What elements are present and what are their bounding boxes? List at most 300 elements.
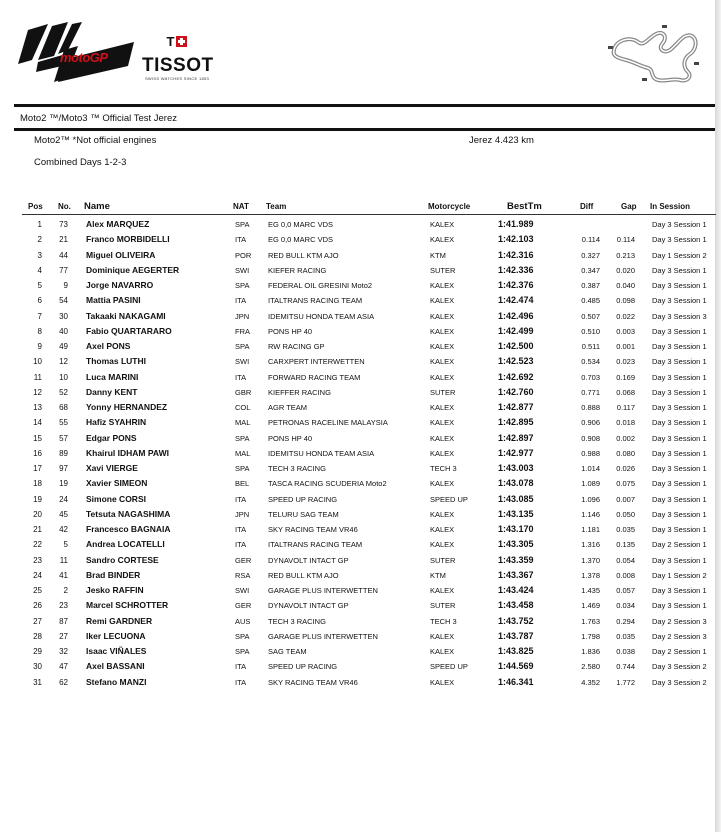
cell-session: Day 3 Session 1 [652,509,707,519]
cell-nat: ITA [235,235,247,245]
cell-no: 44 [59,250,68,260]
cell-gap: 0.068 [616,387,635,397]
table-row [0,339,715,354]
cell-name: Fabio QUARTARARO [86,325,172,336]
cell-team: IDEMITSU HONDA TEAM ASIA [268,311,375,321]
cell-team: FEDERAL OIL GRESINI Moto2 [268,281,373,290]
tissot-tagline: SWISS WATCHES SINCE 1853 [144,76,210,81]
cell-team: SAG TEAM [268,647,307,656]
cell-moto: KALEX [430,479,455,489]
cell-diff: 1.014 [581,464,600,473]
cell-nat: ITA [235,296,247,306]
cell-nat: ITA [235,540,247,550]
cell-session: Day 3 Session 1 [652,220,707,229]
cell-nat: BEL [235,479,250,489]
cell-pos: 18 [33,479,42,489]
cell-pos: 25 [33,586,42,595]
cell-best: 1:42.760 [498,386,534,397]
cell-team: FORWARD RACING TEAM [268,372,361,382]
cell-nat: GBR [235,387,252,397]
cell-moto: KALEX [430,647,455,656]
cell-moto: KALEX [430,433,455,443]
cell-no: 77 [59,265,68,275]
cell-team: EG 0,0 MARC VDS [268,220,334,229]
cell-moto: KALEX [430,677,455,687]
cell-best: 1:42.496 [498,310,534,321]
cell-pos: 5 [37,281,42,290]
table-row [0,598,715,613]
cell-pos: 20 [33,509,42,519]
cell-gap: 0.020 [616,265,635,275]
cell-diff: 0.906 [581,418,600,428]
cell-best: 1:42.877 [498,402,534,412]
cell-moto: KALEX [430,357,455,367]
cell-team: RED BULL KTM AJO [268,570,339,580]
cell-name: Franco MORBIDELLI [86,234,170,245]
cell-pos: 15 [33,433,42,443]
cell-pos: 3 [37,250,42,260]
cell-session: Day 3 Session 3 [652,311,707,321]
cell-best: 1:43.825 [498,646,534,656]
cell-moto: KALEX [430,418,455,428]
table-row [0,492,715,507]
circuit-length: Jerez 4.423 km [469,135,534,146]
cell-moto: KTM [430,570,446,580]
cell-name: Iker LECUONA [86,630,146,641]
cell-nat: SWI [235,357,250,367]
cell-diff: 1.096 [581,494,600,504]
cell-team: KIEFFER RACING [268,387,331,397]
col-best: BestTm [507,201,542,212]
cell-best: 1:43.170 [498,524,534,534]
table-row [0,583,715,598]
motogp-wordmark: motoGP [60,50,108,65]
col-pos: Pos [28,202,43,211]
cell-gap: 0.035 [616,631,635,641]
tissot-t-mark: T [166,34,175,49]
cell-pos: 13 [33,403,42,412]
cell-no: 55 [59,418,68,428]
cell-session: Day 3 Session 1 [652,418,707,428]
cell-best: 1:43.003 [498,463,534,473]
cell-diff: 0.511 [581,342,600,351]
cell-team: DYNAVOLT INTACT GP [268,555,349,565]
track-map-icon [604,22,702,88]
cell-gap: 0.022 [616,311,635,321]
cell-session: Day 2 Session 3 [652,616,707,626]
cell-moto: KALEX [430,525,455,534]
cell-moto: KALEX [430,296,455,306]
table-row [0,644,715,659]
cell-nat: POR [235,250,252,260]
cell-pos: 10 [33,357,42,367]
cell-diff: 0.534 [581,357,600,367]
cell-session: Day 3 Session 1 [652,525,707,534]
cell-nat: AUS [235,616,251,626]
cell-pos: 30 [33,662,42,672]
cell-name: Mattia PASINI [86,295,141,306]
cell-pos: 27 [33,616,42,626]
cell-name: Francesco BAGNAIA [86,524,171,534]
cell-name: Axel BASSANI [86,661,145,672]
cell-pos: 19 [33,494,42,504]
column-header-rule [22,214,716,215]
cell-moto: KALEX [430,372,455,382]
cell-gap: 0.213 [616,250,635,260]
cell-moto: KALEX [430,326,455,336]
cell-session: Day 1 Session 2 [652,570,707,580]
cell-no: 57 [59,433,68,443]
cell-no: 10 [59,372,68,382]
cell-best: 1:46.341 [498,676,534,687]
cell-diff: 0.347 [581,265,600,275]
cell-best: 1:42.897 [498,432,534,443]
cell-gap: 0.050 [616,509,635,519]
cell-name: Luca MARINI [86,371,139,382]
cell-diff: 0.485 [581,296,600,306]
cell-diff: 1.316 [581,540,600,550]
cell-name: Stefano MANZI [86,676,147,687]
tissot-name: TISSOT [142,55,214,76]
cell-no: 73 [59,220,68,229]
cell-nat: MAL [235,418,251,428]
cell-best: 1:42.500 [498,341,534,351]
cell-nat: ITA [235,525,247,534]
header-rule-top [14,104,715,107]
cell-gap: 0.034 [616,601,635,611]
cell-moto: KALEX [430,586,455,595]
cell-gap: 0.135 [616,540,635,550]
cell-moto: SPEED UP [430,662,468,672]
col-nat: NAT [233,202,249,211]
cell-team: KIEFER RACING [268,265,327,275]
cell-diff: 1.435 [581,586,600,595]
cell-no: 2 [63,586,68,595]
cell-gap: 1.772 [616,677,635,687]
cell-moto: SUTER [430,555,456,565]
cell-session: Day 1 Session 2 [652,250,707,260]
col-diff: Diff [580,202,594,211]
cell-nat: SPA [235,464,250,473]
cell-pos: 6 [37,296,42,306]
cell-name: Remi GARDNER [86,615,153,626]
cell-name: Takaaki NAKAGAMI [86,310,166,321]
cell-no: 12 [59,357,68,367]
cell-nat: JPN [235,311,250,321]
cell-moto: KALEX [430,342,455,351]
page-edge [715,0,721,832]
table-row [0,370,715,385]
cell-gap: 0.023 [616,357,635,367]
swiss-cross-icon [176,36,187,47]
cell-nat: MAL [235,448,251,458]
cell-team: TASCA RACING SCUDERIA Moto2 [268,479,387,489]
cell-best: 1:44.569 [498,661,534,672]
cell-nat: ITA [235,677,247,687]
cell-team: PETRONAS RACELINE MALAYSIA [268,418,388,428]
cell-gap: 0.294 [616,616,635,626]
cell-diff: 0.703 [581,372,600,382]
cell-best: 1:42.103 [498,234,534,245]
cell-best: 1:43.367 [498,569,534,580]
cell-session: Day 3 Session 1 [652,265,707,275]
cell-team: IDEMITSU HONDA TEAM ASIA [268,448,375,458]
cell-session: Day 3 Session 1 [652,494,707,504]
cell-nat: SPA [235,220,250,229]
cell-diff: 1.181 [581,525,600,534]
col-no: No. [58,202,71,211]
cell-session: Day 3 Session 2 [652,677,707,687]
cell-moto: KALEX [430,403,455,412]
table-row [0,537,715,552]
cell-diff: 0.988 [581,448,600,458]
cell-best: 1:41.989 [498,219,534,229]
cell-no: 45 [59,509,68,519]
cell-session: Day 3 Session 1 [652,326,707,336]
cell-session: Day 3 Session 1 [652,403,707,412]
cell-moto: KALEX [430,235,455,245]
table-row [0,446,715,461]
cell-team: TECH 3 RACING [268,464,326,473]
cell-name: Andrea LOCATELLI [86,539,165,550]
cell-session: Day 3 Session 1 [652,357,707,367]
cell-name: Sandro CORTESE [86,554,159,565]
cell-diff: 0.507 [581,311,600,321]
cell-best: 1:42.336 [498,264,534,275]
cell-diff: 0.888 [581,403,600,412]
cell-no: 19 [59,479,68,489]
cell-pos: 26 [33,601,42,611]
cell-team: TELURU SAG TEAM [268,509,339,519]
cell-pos: 7 [37,311,42,321]
cell-nat: SPA [235,631,250,641]
table-row [0,278,715,293]
cell-team: EG 0,0 MARC VDS [268,235,334,245]
cell-moto: TECH 3 [430,616,457,626]
cell-nat: ITA [235,372,247,382]
table-row [0,309,715,324]
cell-gap: 0.035 [616,525,635,534]
cell-no: 9 [63,281,68,290]
cell-pos: 29 [33,647,42,656]
cell-best: 1:43.305 [498,539,534,550]
cell-team: SPEED UP RACING [268,662,338,672]
cell-team: GARAGE PLUS INTERWETTEN [268,586,378,595]
cell-best: 1:43.752 [498,615,534,626]
cell-name: Alex MARQUEZ [86,219,150,229]
cell-diff: 0.908 [581,433,600,443]
cell-moto: KALEX [430,311,455,321]
cell-nat: ITA [235,494,247,504]
table-row [0,659,715,674]
cell-nat: GER [235,601,252,611]
cell-gap: 0.098 [616,296,635,306]
col-team: Team [266,202,287,211]
table-row [0,614,715,629]
cell-name: Hafiz SYAHRIN [86,417,147,428]
class-note: Moto2™ *Not official engines [34,135,157,146]
cell-gap: 0.744 [616,662,635,672]
cell-gap: 0.169 [616,372,635,382]
cell-name: Edgar PONS [86,432,137,443]
cell-diff: 0.327 [581,250,600,260]
header-rule-bottom [14,128,715,131]
cell-no: 21 [59,235,68,245]
cell-pos: 23 [33,555,42,565]
cell-no: 41 [59,570,68,580]
cell-nat: COL [235,403,251,412]
cell-session: Day 3 Session 1 [652,372,707,382]
cell-no: 42 [59,525,68,534]
cell-pos: 16 [33,448,42,458]
cell-pos: 17 [33,464,42,473]
cell-moto: KALEX [430,448,455,458]
cell-moto: KTM [430,250,446,260]
cell-name: Danny KENT [86,386,138,397]
cell-nat: SWI [235,265,250,275]
cell-name: Isaac VIÑALES [86,646,147,656]
cell-no: 23 [59,601,68,611]
cell-session: Day 3 Session 1 [652,281,707,290]
cell-best: 1:42.474 [498,295,534,306]
cell-team: PONS HP 40 [268,326,313,336]
cell-team: AGR TEAM [268,403,308,412]
cell-best: 1:42.499 [498,325,534,336]
cell-moto: KALEX [430,509,455,519]
cell-name: Jesko RAFFIN [86,585,144,595]
cell-pos: 21 [33,525,42,534]
cell-no: 52 [59,387,68,397]
cell-team: TECH 3 RACING [268,616,326,626]
cell-name: Xavi VIERGE [86,463,138,473]
col-motorcycle: Motorcycle [428,202,471,211]
table-row [0,324,715,339]
table-row [0,522,715,537]
cell-gap: 0.057 [616,586,635,595]
cell-pos: 28 [33,631,42,641]
cell-team: SKY RACING TEAM VR46 [268,677,358,687]
cell-no: 5 [63,540,68,550]
cell-nat: ITA [235,662,247,672]
cell-pos: 11 [33,372,42,382]
table-row [0,385,715,400]
table-row [0,553,715,568]
cell-moto: KALEX [430,220,455,229]
cell-pos: 22 [33,540,42,550]
table-row [0,217,715,232]
cell-name: Tetsuta NAGASHIMA [86,508,171,519]
cell-gap: 0.080 [616,448,635,458]
col-session: In Session [650,202,691,211]
cell-nat: SWI [235,586,250,595]
cell-session: Day 3 Session 1 [652,601,707,611]
cell-name: Thomas LUTHI [86,356,146,367]
cell-name: Marcel SCHROTTER [86,600,169,611]
table-row [0,675,715,690]
cell-best: 1:42.316 [498,249,534,260]
cell-session: Day 3 Session 1 [652,342,707,351]
cell-moto: KALEX [430,631,455,641]
cell-diff: 1.836 [581,647,600,656]
cell-diff: 0.771 [581,387,600,397]
cell-gap: 0.007 [616,494,635,504]
cell-name: Axel PONS [86,341,131,351]
cell-moto: KALEX [430,540,455,550]
cell-best: 1:43.787 [498,630,534,641]
cell-best: 1:43.135 [498,508,534,519]
cell-pos: 31 [33,677,42,687]
table-row [0,248,715,263]
cell-diff: 4.352 [581,677,600,687]
cell-best: 1:43.085 [498,493,534,504]
table-row [0,507,715,522]
cell-gap: 0.003 [616,326,635,336]
cell-session: Day 3 Session 2 [652,662,707,672]
cell-moto: SUTER [430,387,456,397]
table-row [0,293,715,308]
cell-name: Miguel OLIVEIRA [86,249,156,260]
cell-pos: 2 [37,235,42,245]
cell-no: 97 [59,464,68,473]
cell-diff: 1.469 [581,601,600,611]
cell-gap: 0.038 [616,647,635,656]
cell-no: 30 [59,311,68,321]
cell-pos: 12 [33,387,42,397]
cell-diff: 1.378 [581,570,600,580]
cell-nat: SPA [235,342,250,351]
cell-name: Simone CORSI [86,493,146,504]
cell-pos: 1 [37,220,42,229]
cell-name: Khairul IDHAM PAWI [86,447,169,458]
cell-gap: 0.018 [616,418,635,428]
cell-session: Day 3 Session 1 [652,387,707,397]
cell-no: 40 [59,326,68,336]
table-row [0,232,715,247]
cell-gap: 0.040 [616,281,635,290]
cell-team: RW RACING GP [268,342,325,351]
cell-no: 11 [59,555,68,565]
cell-session: Day 3 Session 1 [652,296,707,306]
col-name: Name [84,201,110,212]
cell-no: 87 [59,616,68,626]
cell-best: 1:43.424 [498,585,534,595]
cell-session: Day 3 Session 1 [652,479,707,489]
cell-best: 1:43.078 [498,478,534,489]
table-row [0,461,715,476]
cell-pos: 4 [37,265,42,275]
cell-team: CARXPERT INTERWETTEN [268,357,365,367]
cell-nat: SPA [235,433,250,443]
cell-session: Day 3 Session 1 [652,433,707,443]
cell-session: Day 2 Session 3 [652,631,707,641]
cell-diff: 1.763 [581,616,600,626]
cell-diff: 0.510 [581,326,600,336]
cell-name: Dominique AEGERTER [86,264,180,275]
cell-session: Day 3 Session 1 [652,448,707,458]
cell-no: 32 [59,647,68,656]
cell-gap: 0.001 [616,342,635,351]
cell-nat: JPN [235,509,250,519]
table-row [0,476,715,491]
cell-best: 1:42.977 [498,447,534,458]
cell-gap: 0.002 [616,433,635,443]
cell-team: SKY RACING TEAM VR46 [268,525,358,534]
cell-pos: 14 [33,418,42,428]
cell-diff: 1.798 [581,631,600,641]
cell-moto: SPEED UP [430,494,468,504]
cell-moto: SUTER [430,601,456,611]
tissot-logo [142,34,214,81]
